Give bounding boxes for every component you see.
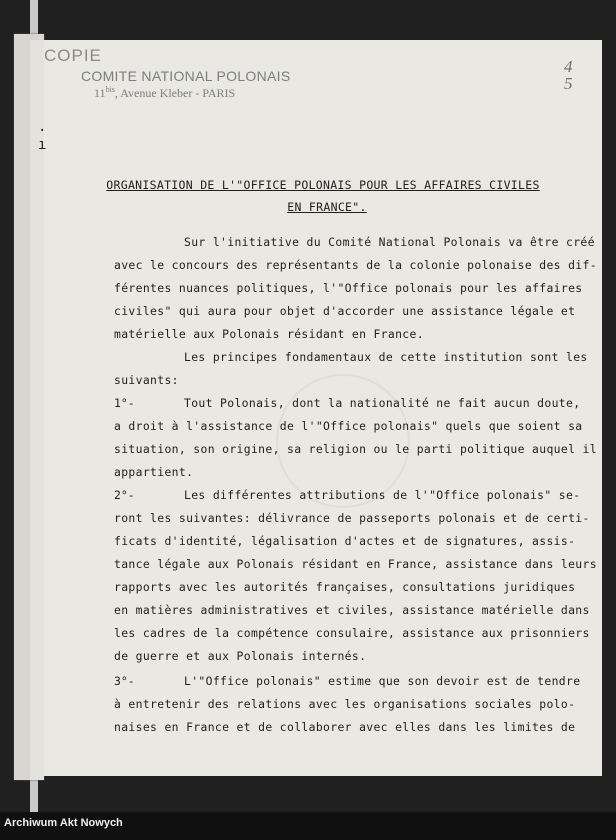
point-line: L'"Office polonais" estime que son devoir est de tendre <box>184 674 581 688</box>
title-line-2: EN FRANCE". <box>287 200 367 214</box>
intro-line: avec le concours des représentants de la colonie polonaise des dif- <box>114 258 597 272</box>
intro-line: férentes nuances politiques, l'"Office polonais pour les affaires <box>114 281 583 295</box>
point-line: ficats d'identité, légalisation d'actes et de signatures, assis- <box>114 534 576 548</box>
organization-stamp: COMITE NATIONAL POLONAIS <box>81 68 291 84</box>
principles-line: Les principes fondamentaux de cette institution sont les <box>184 350 588 364</box>
folio-bottom: 5 <box>564 74 573 93</box>
point-line: Les différentes attributions de l'"Office polonais" se- <box>184 488 581 502</box>
point-line: à entretenir des relations avec les organisations sociales polo- <box>114 697 576 711</box>
point-line: en matières administratives et civiles, assistance matérielle dans <box>114 603 590 617</box>
intro-line: Sur l'initiative du Comité National Polonais va être créé <box>184 235 595 249</box>
point-line: Tout Polonais, dont la nationalité ne fait aucun doute, <box>184 396 581 410</box>
point-line: de guerre et aux Polonais internés. <box>114 649 367 663</box>
copie-stamp: COPIE <box>44 46 102 65</box>
folio-number <box>564 58 573 92</box>
point-line: situation, son origine, sa religion ou le parti politique auquel il <box>114 442 597 456</box>
point-line: a droit à l'assistance de l'"Office polonais" quels que soient sa <box>114 419 583 433</box>
archive-label: Archiwum Akt Nowych <box>4 817 123 829</box>
address-stamp: $11^{bis}$, Avenue Kleber - PARIS <box>94 85 236 100</box>
margin-mark: · ı <box>38 123 47 153</box>
principles-line: suivants: <box>114 373 179 387</box>
point-line: appartient. <box>114 465 194 479</box>
point-line: tance légale aux Polonais résidant en France, assistance dans leurs <box>114 557 597 571</box>
point-line: ront les suivantes: délivrance de passeports polonais et de certi- <box>114 511 590 525</box>
intro-line: matérielle aux Polonais résidant en France. <box>114 327 424 341</box>
point-number: 3°- <box>114 674 135 688</box>
folio-top: 4 <box>564 57 573 76</box>
title-line-1: ORGANISATION DE L'"OFFICE POLONAIS POUR LES AFFAIRES CIVILES <box>106 178 540 192</box>
point-line: les cadres de la compétence consulaire, assistance aux prisonniers <box>114 626 590 640</box>
document-page <box>38 40 602 776</box>
intro-line: civiles" qui aura pour objet d'accorder une assistance légale et <box>114 304 576 318</box>
point-number: 1°- <box>114 396 135 410</box>
point-line: naises en France et de collaborer avec elles dans les limites de <box>114 720 576 734</box>
point-number: 2°- <box>114 488 135 502</box>
point-line: rapports avec les autorités françaises, consultations juridiques <box>114 580 576 594</box>
